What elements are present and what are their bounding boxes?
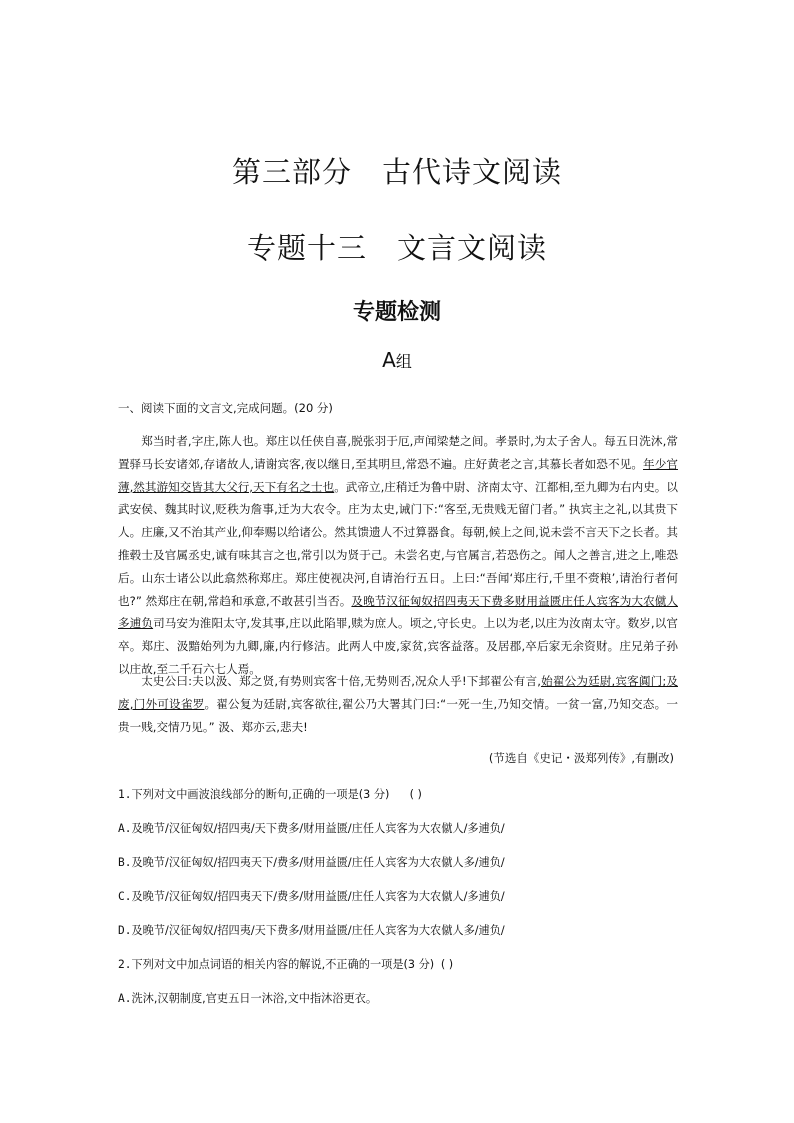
option-text: 及晚节/汉征匈奴/招四夷/天下费多/财用益匮/庄任人宾客为大农僦人多/逋负/ [131, 924, 505, 937]
passage-text: 。武帝立,庄稍迁为鲁中尉、济南太守、江都相,至九卿为右内史。以武安侯、魏其时议,贬秩为詹事,迁为大农令。庄为太史,诫门下:“客至,无贵贱无留门者。” 执宾主之礼,以其贵下人。庄廉,又不治其产业,仰奉赐以给诸公。然其馈遗人不过算器食。每朝,候上之间,说未尝不言天下之长者。其推毂士及官属丞史,诚有味其言之也,常引以为贤于己。未尝名吏,与官属言,若恐伤之。闻人之善言,进之上,唯恐后。山东士诸公以此翕然称郑庄。郑庄使视决河,自请治行五日。上曰:“吾闻‘郑庄行,千里不赍粮’,请治行者何也?” 然郑庄在朝,常趋和承意,不敢甚引当否。 [118, 479, 679, 608]
underlined-text: 年少官薄,然其游知交皆其大父行,天下有名之士也 [118, 456, 678, 494]
section-title: 专题检测 [352, 300, 441, 325]
option-text: 及晚节/汉征匈奴/招四夷/天下费多/财用益匮/庄任人宾客为大农僦人/多逋负/ [131, 822, 505, 835]
answer-blank: ( ) [409, 788, 422, 801]
wavy-underlined-text: 及晚节汉征匈奴招四夷天下费多财用益匮庄任人宾客为大农僦人多逋负 [118, 593, 678, 631]
passage-text: 郑当时者,字庄,陈人也。郑庄以任侠自喜,脱张羽于厄,声闻梁楚之间。孝景时,为太子舍人。每五日洗沐,常置驿马长安诸郊,存诸故人,请谢宾客,夜以继日,至其明旦,常恐不遍。庄好黄老之言,其慕长者如恐不见。 [118, 434, 678, 471]
topic-title-name: 文言文阅读 [397, 231, 548, 265]
group-letter: A [382, 348, 396, 372]
passage-text: 。翟公复为廷尉,宾客欲往,翟公乃大署其门曰:“一死一生,乃知交情。一贫一富,乃知交态。一贵一贱,交情乃见。” 汲、郑亦云,悲夫! [118, 696, 678, 734]
option-label: B. [118, 856, 132, 869]
topic-title-number: 专题十三 [246, 231, 367, 265]
question-1-number: 1. [118, 788, 132, 801]
option-text: 及晚节/汉征匈奴/招四夷天下/费多/财用益匮/庄任人宾客为大农僦人多/逋负/ [131, 856, 505, 869]
option-text: 及晚节/汉征匈奴/招四夷天下/费多/财用益匮/庄任人宾客为大农僦人/多逋负/ [131, 890, 505, 903]
passage-text: 太史公曰:夫以汲、郑之贤,有势则宾客十倍,无势则否,况众人乎!下邽翟公有言, [141, 674, 541, 688]
option-1a [118, 820, 698, 836]
question-2-number: 2. [118, 958, 132, 971]
passage-text: 司马安为淮阳太守,发其事,庄以此陷罪,赎为庶人。顷之,守长史。上以为老,以庄为汝南太守。数岁,以官卒。郑庄、汲黯始列为九卿,廉,内行修洁。此两人中废,家贫,宾客益落。及居郡,卒后家无余资财。庄兄弟子孙以庄故,至二千石六七人焉。 [118, 616, 678, 676]
question-2-text: 下列对文中加点词语的相关内容的解说,不正确的一项是(3 分) [131, 958, 435, 971]
answer-blank: ( ) [440, 958, 454, 971]
question-intro: 一、阅读下面的文言文,完成问题。(20 分) [118, 401, 333, 415]
passage-source: (节选自《史记・汲郑列传》,有删改) [488, 751, 674, 765]
group-heading [0, 348, 794, 372]
option-label: A. [118, 992, 132, 1005]
part-title-number: 第三部分 [231, 155, 352, 189]
option-1b [118, 854, 698, 870]
underlined-text: 始翟公为廷尉,宾客阗门;及废,门外可设雀罗 [118, 674, 678, 711]
option-label: A. [118, 822, 132, 835]
topic-title [0, 226, 794, 267]
passage-paragraph-1 [118, 430, 678, 681]
question-1-text: 下列对文中画波浪线部分的断句,正确的一项是(3 分) [131, 788, 390, 801]
option-1c [118, 888, 698, 904]
option-label: D. [118, 924, 132, 937]
option-1d [118, 922, 698, 938]
option-label: C. [118, 890, 132, 903]
group-word: 组 [395, 352, 412, 371]
option-2a [118, 990, 698, 1006]
part-title-name: 古代诗文阅读 [382, 155, 563, 189]
option-text: 洗沐,汉朝制度,官吏五日一沐浴,文中指沐浴更衣。 [131, 992, 378, 1005]
part-title [0, 150, 794, 191]
question-2 [118, 956, 698, 972]
question-1 [118, 786, 698, 802]
passage-paragraph-2 [118, 670, 678, 738]
